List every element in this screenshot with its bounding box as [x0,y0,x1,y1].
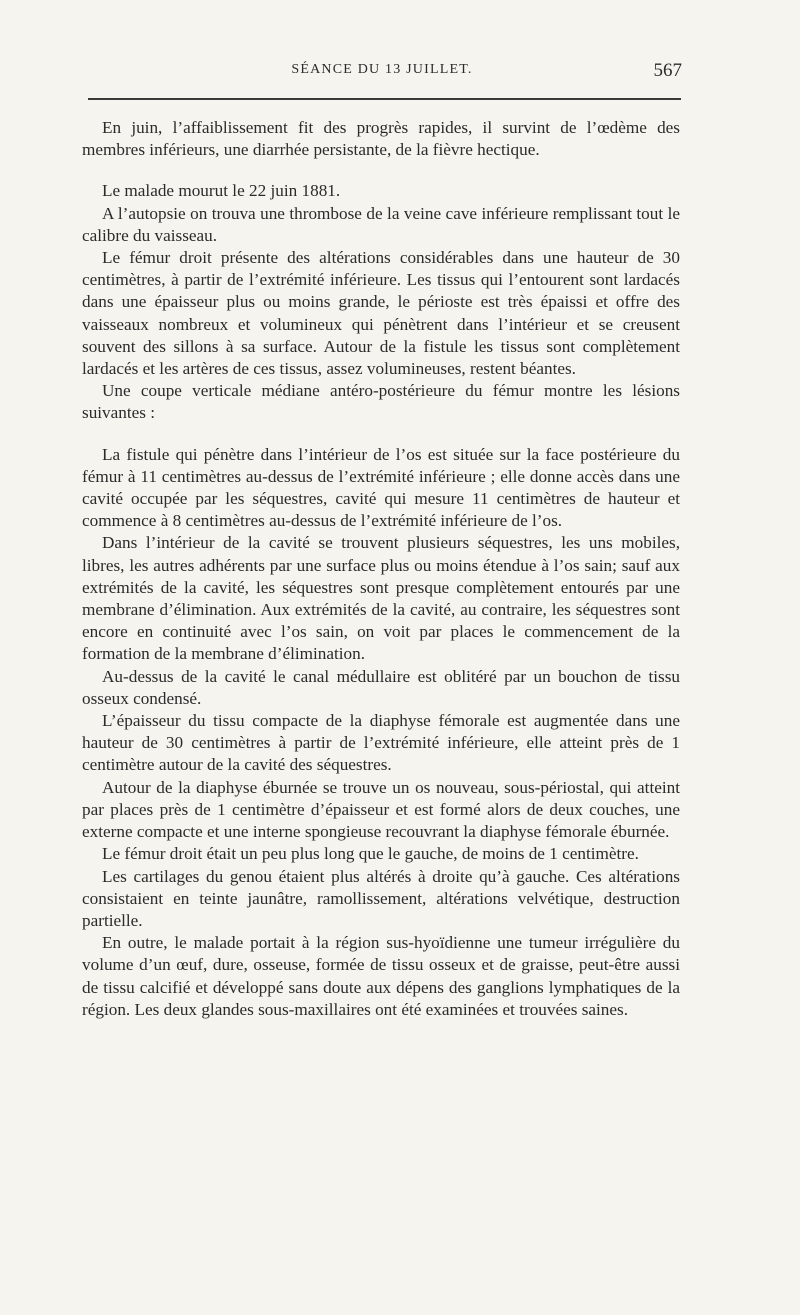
paragraph: Une coupe verticale médiane antéro-postérieure du fémur montre les lésions suivantes : [82,381,680,423]
running-title: SÉANCE DU 13 JUILLET. [291,62,473,77]
header-rule [88,98,681,100]
paragraph: Autour de la diaphyse éburnée se trouve un os nouveau, sous-périostal, qui atteint par places près de 1 centimètre d’épaisseur et est formé alors de deux couches, une externe compacte et une interne spongieuse recouvrant la diaphyse fémorale éburnée. [82,777,680,842]
page-header [82,62,682,86]
paragraph: Le fémur droit présente des altérations considérables dans une hauteur de 30 centimètres, à partir de l’extrémité inférieure. Les tissus qui l’entourent sont lardacés dans une épaisseur plus ou moins grande, le périoste est très épaissi et offre des vaisseaux nombreux et volumineux qui pénètrent dans l’intérieur et se creusent souvent des sillons à sa surface. Autour de la fistule les tissus sont complètement lardacés et les artères de ces tissus, assez volumineuses, restent béantes. [82,248,680,379]
paragraph: Le malade mourut le 22 juin 1881. [102,181,341,201]
paragraph: En juin, l’affaiblissement fit des progrès rapides, il survint de l’œdème des membres inférieurs, une diarrhée persistante, de la fièvre hectique. [82,118,680,160]
paragraph: La fistule qui pénètre dans l’intérieur de l’os est située sur la face postérieure du fémur à 11 centimètres au-dessus de l’extrémité inférieure ; elle donne accès dans une cavité occupée par les séquestres, cavité qui mesure 11 centimètres de hauteur et commence à 8 centimètres au-dessus de l’extrémité inférieure de l’os. [82,444,680,531]
paragraph: L’épaisseur du tissu compacte de la diaphyse fémorale est augmentée dans une hauteur de 30 centimètres à partir de l’extrémité inférieure, elle atteint près de 1 centimètre autour de la cavité des séquestres. [82,711,680,775]
paragraph: En outre, le malade portait à la région sus-hyoïdienne une tumeur irrégulière du volume d’un œuf, dure, osseuse, formée de tissu osseux et de graisse, peut-être aussi de tissu calcifié et développé sans doute aux dépens des ganglions lymphatiques de la région. Les deux glandes sous-maxillaires ont été examinées et trouvées saines. [82,933,680,1019]
paragraph: A l’autopsie on trouva une thrombose de la veine cave inférieure remplissant tout le calibre du vaisseau. [82,203,680,245]
paragraph: Dans l’intérieur de la cavité se trouvent plusieurs séquestres, les uns mobiles, libres, les autres adhérents par une surface plus ou moins étendue à l’os sain; sauf aux extrémités de la cavité, les séquestres sont presque complètement entourés par une membrane d’élimination. Aux extrémités de la cavité, au contraire, les séquestres sont encore en continuité avec l’os sain, on voit par places le commencement de la formation de la membrane d’élimination. [82,533,680,664]
page-number: 567 [653,60,682,81]
paragraph: Au-dessus de la cavité le canal médullaire est oblitéré par un bouchon de tissu osseux condensé. [82,666,680,708]
paragraph: Les cartilages du genou étaient plus altérés à droite qu’à gauche. Ces altérations consistaient en teinte jaunâtre, ramollissement, altérations velvétique, destruction partielle. [82,866,680,930]
body-text [82,117,680,1021]
paragraph: Le fémur droit était un peu plus long que le gauche, de moins de 1 centimètre. [102,844,639,864]
